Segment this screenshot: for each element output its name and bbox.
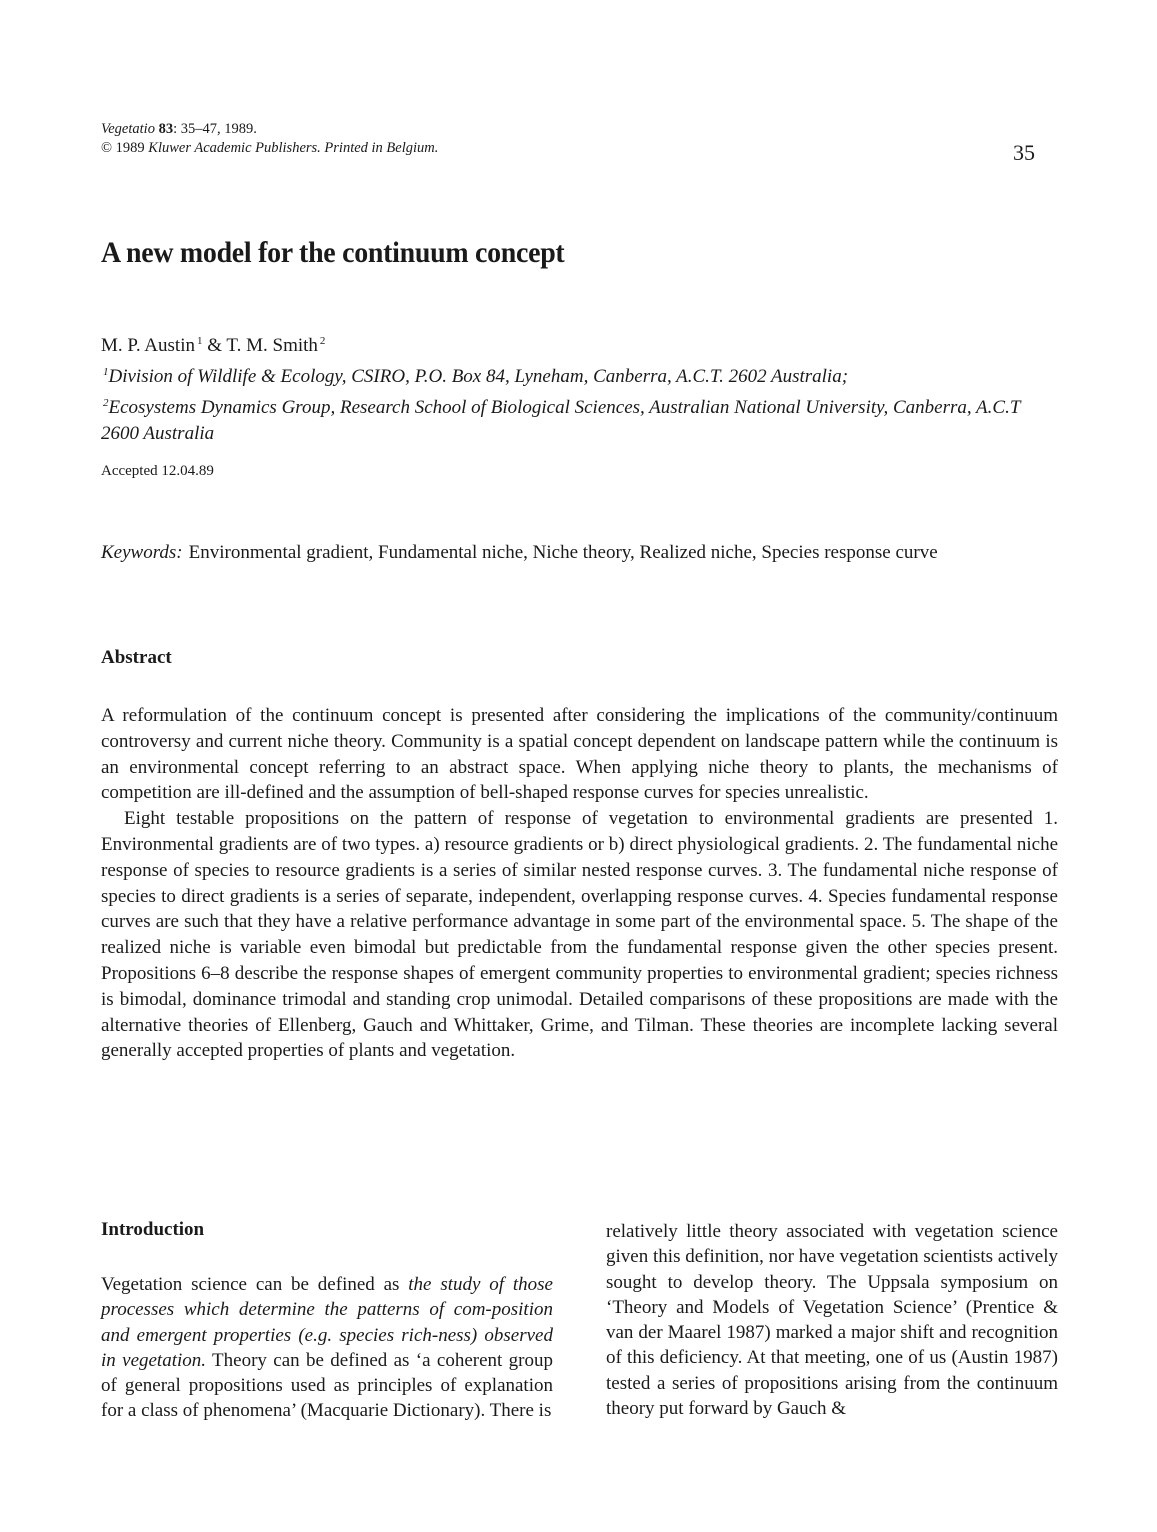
journal-header [101,120,438,158]
publisher: Kluwer Academic Publishers. Printed in Belgium. [148,140,439,156]
body-text: Vegetation science can be defined as [101,1274,409,1295]
affiliation-marker: 1 [196,335,203,347]
author-line [101,328,1061,359]
author-name: T. M. Smith [226,335,318,356]
author-separator: & [202,335,227,356]
affiliation-text: Ecosystems Dynamics Group, Research School of Biological Sciences, Australian National University, Canberra, A.C.T 2600 Australia [101,397,1021,444]
journal-name: Vegetatio [101,121,155,137]
definition-italic: the study of those processes which determine the patterns of com-position and emergent properties (e.g. species rich-ness) observed in vegetation. [101,1274,553,1371]
journal-volume: 83 [158,121,174,137]
affiliation-1 [101,359,1061,390]
page-number: 35 [1013,140,1035,165]
abstract-heading: Abstract [101,647,172,668]
abstract-paragraph: A reformulation of the continuum concept is presented after considering the implications of the community/continuum controversy and current niche theory. Community is a spatial concept dependent on landscape pattern while the continuum is an environmental concept referring to an abstract space. When applying niche theory to plants, the mechanisms of competition are ill-defined and the assumption of bell-shaped response curves for species unrealistic. [101,705,1058,804]
copyright-year: 1989 [112,140,149,156]
affiliation-marker: 1 [103,366,109,378]
abstract-body [101,703,1058,1064]
introduction-right-column [606,1219,1058,1421]
abstract-paragraph: Eight testable propositions on the pattern of response of vegetation to environmental gradients are presented 1. Environmental gradients are of two types. a) resource gradients or b) direct physiological gradients. 2. The fundamental niche response of species to resource gradients is a series of similar nested response curves. 3. The fundamental niche response of species to direct gradients is a series of separate, independent, overlapping response curves. 4. Species fundamental response curves are such that they have a relative performance advantage in some part of the environmental space. 5. The shape of the realized niche is variable even bimodal but predictable from the fundamental response given the other species present. Propositions 6–8 describe the response shapes of emergent community properties to environmental gradient; species richness is bimodal, dominance trimodal and standing crop unimodal. Detailed comparisons of these propositions are made with the alternative theories of Ellenberg, Gauch and Whittaker, Grime, and Tilman. These theories are incomplete lacking several generally accepted properties of plants and vegetation. [101,808,1058,1062]
author-block [101,328,1061,447]
keywords [101,540,1061,566]
body-text: Theory can be defined as ‘a coherent group of general propositions used as principles of explanation for a class of phenomena’ (Macquarie Dictionary). There is [101,1349,553,1422]
keywords-text: Environmental gradient, Fundamental niche, Niche theory, Realized niche, Species response curve [188,542,938,563]
introduction-left-column [101,1272,553,1424]
body-paragraph [101,1272,553,1424]
journal-pages: : 35–47, 1989. [173,121,257,137]
copyright-line [101,139,438,158]
author-name: M. P. Austin [101,335,195,356]
affiliation-marker: 2 [103,397,109,409]
introduction-heading: Introduction [101,1219,205,1240]
affiliation-marker: 2 [319,335,326,347]
affiliation-text: Division of Wildlife & Ecology, CSIRO, P.O. Box 84, Lyneham, Canberra, A.C.T. 2602 Australia; [108,366,849,387]
copyright-icon: © [101,140,113,156]
affiliation-2 [101,390,1061,447]
body-paragraph: relatively little theory associated with vegetation science given this definition, nor have vegetation scientists actively sought to develop theory. The Uppsala symposium on ‘Theory and Models of Vegetation Science’ (Prentice & van der Maarel 1987) marked a major shift and recognition of this deficiency. At that meeting, one of us (Austin 1987) tested a series of propositions arising from the continuum theory put forward by Gauch & [606,1221,1058,1420]
article-title: A new model for the continuum concept [101,236,565,269]
citation-line [101,120,438,139]
keywords-label: Keywords: [101,542,183,563]
accepted-date: Accepted 12.04.89 [101,463,214,479]
